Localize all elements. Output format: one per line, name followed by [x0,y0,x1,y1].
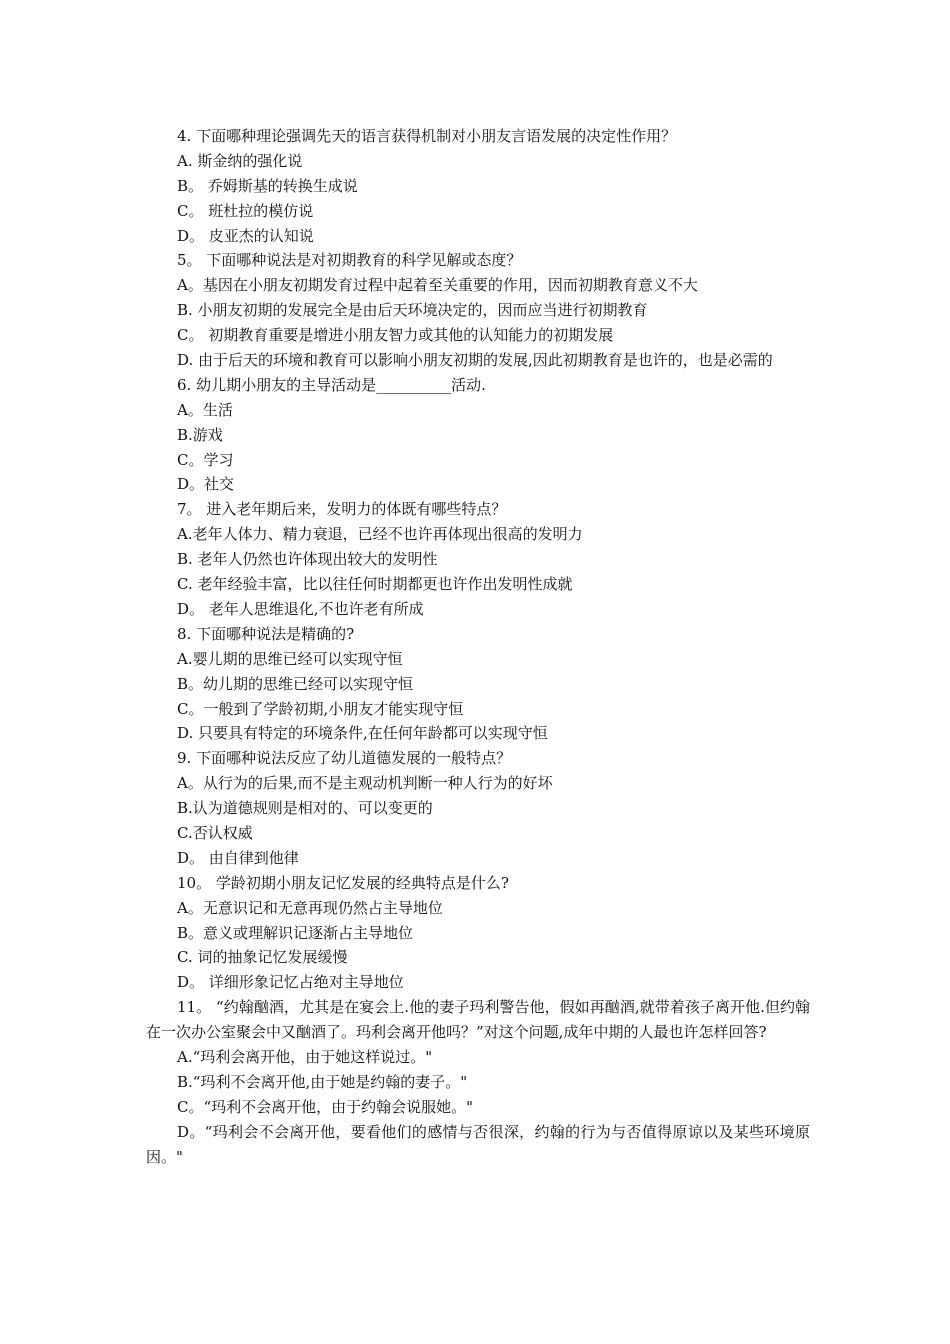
question-8-option-d: D. 只要具有特定的环境条件,在任何年龄都可以实现守恒 [177,724,548,743]
question-5-stem: 5。 下面哪种说法是对初期教育的科学见解或态度？ [177,251,522,270]
question-9-stem: 9. 下面哪种说法反应了幼儿道德发展的一般特点？ [177,749,512,768]
question-10-option-a: A。无意识记和无意再现仍然占主导地位 [177,898,443,917]
question-6-option-d: D。社交 [177,475,235,494]
question-10-option-c: C. 词的抽象记忆发展缓慢 [177,948,348,967]
question-6-option-c: C。学习 [177,450,234,469]
question-5-option-a: A。基因在小朋友初期发育过程中起着至关重要的作用，因而初期教育意义不大 [177,276,698,295]
question-11-stem: 11。 “约翰酗酒，尤其是在宴会上.他的妻子玛利警告他，假如再酗酒,就带着孩子离开他.但约翰在一次办公室聚会中又酗酒了。玛利会离开他吗？”对这个问题,成年中期的人最也许怎样回答? [146,998,810,1042]
question-11-option-a: A.“玛利会离开他，由于她这样说过。" [177,1048,433,1066]
question-10-stem: 10。 学龄初期小朋友记忆发展的经典特点是什么? [177,873,509,892]
question-4-option-c: C。 班杜拉的模仿说 [177,201,314,220]
question-5-option-b: B. 小朋友初期的发展完全是由后天环境决定的，因而应当进行初期教育 [177,301,648,320]
question-7-stem: 7。 进入老年期后来，发明力的体既有哪些特点？ [177,500,507,519]
question-10-option-b: B。意义或理解识记逐渐占主导地位 [177,923,414,942]
question-8-stem: 8. 下面哪种说法是精确的? [177,624,355,643]
question-11-option-b: B.“玛利不会离开他,由于她是约翰的妻子。" [177,1072,468,1091]
question-5-option-d: D. 由于后天的环境和教育可以影响小朋友初期的发展,因此初期教育是也许的，也是必需的 [177,351,773,370]
question-7-option-c: C. 老年经验丰富，比以往任何时期都更也许作出发明性成就 [177,575,573,594]
question-5-option-c: C。 初期教育重要是增进小朋友智力或其他的认知能力的初期发展 [177,326,614,345]
question-4-option-d: D。 皮亚杰的认知说 [177,226,314,245]
question-8-option-c: C。一般到了学龄初期,小朋友才能实现守恒 [177,699,464,718]
question-9-option-b: B.认为道德规则是相对的、可以变更的 [177,799,433,818]
question-8-option-a: A.婴儿期的思维已经可以实现守恒 [177,649,403,668]
question-7-option-d: D。 老年人思维退化,不也许老有所成 [177,599,424,618]
question-6-option-b: B.游戏 [177,425,223,444]
question-6-stem: 6. 幼儿期小朋友的主导活动是__________活动. [177,375,486,394]
question-6-option-a: A。生活 [177,400,233,419]
question-4-stem: 4. 下面哪种理论强调先天的语言获得机制对小朋友言语发展的决定性作用？ [177,127,677,145]
question-11-option-c: C。“玛利不会离开他，由于约翰会说服她。" [177,1097,474,1116]
question-8-option-b: B。幼儿期的思维已经可以实现守恒 [177,674,414,693]
question-9-option-d: D。 由自律到他律 [177,848,299,867]
document-page [146,124,810,1169]
question-9-option-a: A。从行为的后果,而不是主观动机判断一种人行为的好坏 [177,774,553,793]
question-4-option-a: A. 斯金纳的强化说 [177,151,303,170]
question-9-option-c: C.否认权威 [177,823,253,842]
question-4-option-b: B。 乔姆斯基的转换生成说 [177,176,358,195]
question-10-option-d: D。 详细形象记忆占绝对主导地位 [177,973,404,992]
question-7-option-b: B. 老年人仍然也许体现出较大的发明性 [177,550,438,569]
question-7-option-a: A.老年人体力、精力衰退，已经不也许再体现出很高的发明力 [177,525,583,544]
question-11-option-d: D。“玛利会不会离开他，要看他们的感情与否很深，约翰的行为与否值得原谅以及某些环境原因。" [146,1122,810,1166]
